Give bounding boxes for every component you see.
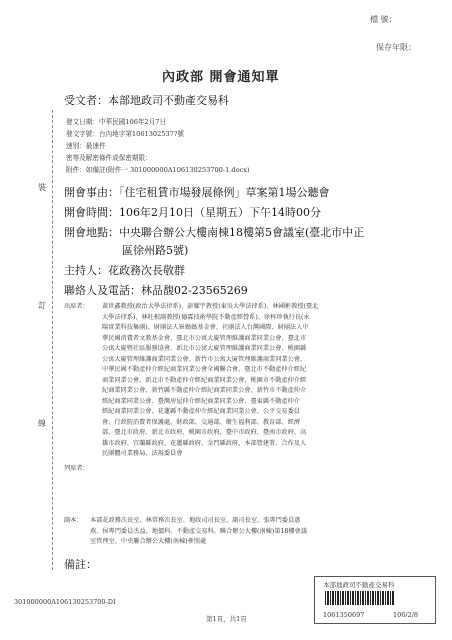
- attendee-line: 經紀商業同業公會、臺灣房屋仲介經紀商業同業公會、臺東縣不動產仲介: [102, 397, 300, 405]
- stamp-date: 106/2/8: [393, 611, 419, 619]
- binding-line: [52, 110, 53, 570]
- attendee-line: 大學法律系)、林旺根副教授(德霖技術學院不動產經營系)、徐梓珍執行長(永: [102, 313, 310, 321]
- stamp-org: 本部地政司不動產交易科: [323, 581, 395, 589]
- footer-doc-id: 301000000A106130253700-DI: [14, 598, 116, 606]
- secrecy-level: 密等及解密條件或保密期限：: [66, 154, 152, 162]
- recipient-label: 受文者：本部地政司不動產交易科: [64, 94, 229, 107]
- remarks-label: 備註：: [64, 558, 97, 571]
- footer-page: 第1頁，共1頁: [206, 615, 247, 623]
- margin-char-1: 裝: [38, 183, 46, 192]
- meeting-place-line2: 區徐州路5號): [122, 244, 189, 257]
- send-number: 發文字號：台內地字第1061302537?號: [66, 130, 185, 138]
- attendee-line: 民團體司業務局、法規委員會: [102, 450, 183, 457]
- speed-class: 速別：最速件: [66, 142, 106, 150]
- attendee-line: 中華民國不動產仲介經紀商業同業公會全國聯合會、臺北市不動產仲介經紀: [102, 366, 307, 373]
- attendee-line: 商業同業公會、新北市不動產仲介經紀商業同業公會、桃園市不動產仲介經: [102, 376, 307, 384]
- meeting-reason: 開會事由：「住宅租賃市場發展條例」草案第1場公聽會: [64, 186, 330, 199]
- cc-line: 燕、侯專門委員杰益、地價科、不動產交易科、聯合辦公大樓(南棟)第18樓會議: [90, 527, 307, 535]
- meeting-place: 開會地點：中央聯合辦公大樓南棟18樓第5會議室(臺北市中正: [64, 226, 365, 239]
- meeting-time: 開會時間：106年2月10日（星期五）下午14時00分: [64, 206, 321, 219]
- barcode-icon: [325, 591, 395, 605]
- receipt-stamp: [314, 576, 436, 624]
- retention-period-label: 保存年限：: [376, 43, 416, 52]
- attendee-line: 紀商業同業公會、新竹縣不動產仲介經紀商業同業公會、新竹市不動產仲介: [102, 387, 307, 394]
- margin-char-2: 訂: [38, 301, 46, 310]
- recipient-value: 本部地政司不動產交易科: [108, 94, 229, 107]
- meeting-contact: 聯絡人及電話：林品馥02-23565269: [64, 284, 248, 297]
- attendee-line: 經紀商業同業公會、花蓮縣不動產仲介經紀商業同業公會、公平交易委員: [102, 408, 300, 415]
- cc-line: 室管理室、中央聯合辦公大樓(南棟)參照處: [90, 538, 207, 545]
- cc-list: [90, 516, 307, 548]
- attendees-list: [102, 302, 318, 460]
- attendee-line: 黃世鑫教授(政治大學法律系)、彭耀宇教授(東吳大學法律系)、林國彬教授(臺北: [102, 303, 319, 310]
- attendee-line: 會、行政院消費者保護處、財政部、交通部、衛生福利部、教育部、經濟: [102, 418, 300, 426]
- stamp-number: 1061350697: [323, 611, 365, 619]
- page-title: 內政部 開會通知單: [162, 70, 280, 85]
- meeting-chair: 主持人：花政務次長敬群: [64, 264, 185, 277]
- attendee-line: 陽實業科技集團)、財團法人崔媽媽基金會、社團法人台灣國際、財團法人中: [102, 324, 309, 331]
- attendee-line: 公寓大廈管理維護商業同業公會、新竹市公寓大廈管理維護商業同業公會、: [102, 355, 307, 363]
- send-date: 發文日期：中華民國106年2月7日: [66, 118, 167, 126]
- attendees-label: 出席者：: [64, 303, 89, 310]
- cc-line: 本部花政務次長室、林常務次長室、地政司司長室、副司長室、張專門委員惠: [90, 517, 301, 524]
- attendee-line: 雄市政府、宜蘭縣政府、花蓮縣政府、金門縣政府、本部營建署、合作及人: [102, 439, 307, 447]
- attendee-line: 華民國消費者文教基金會、臺北市公寓大廈管理維護商業同業公會、臺北市: [102, 334, 307, 342]
- listed-label: 列席者：: [64, 465, 89, 472]
- file-number-label: 檔 號：: [370, 15, 397, 24]
- attendee-line: 公寓大廈暨社區服務協會、新北市公寓大廈管理維護商業同業公會、桃園縣: [102, 345, 307, 352]
- margin-char-3: 線: [38, 419, 46, 428]
- attachment: 附件：如備註(附件一 301000000A106130253700-1.docx): [66, 166, 250, 174]
- attendee-line: 部、臺北市政府、新北市政府、桃園市政府、臺中市政府、臺南市政府、高: [102, 429, 307, 436]
- cc-label: 副本：: [64, 517, 83, 524]
